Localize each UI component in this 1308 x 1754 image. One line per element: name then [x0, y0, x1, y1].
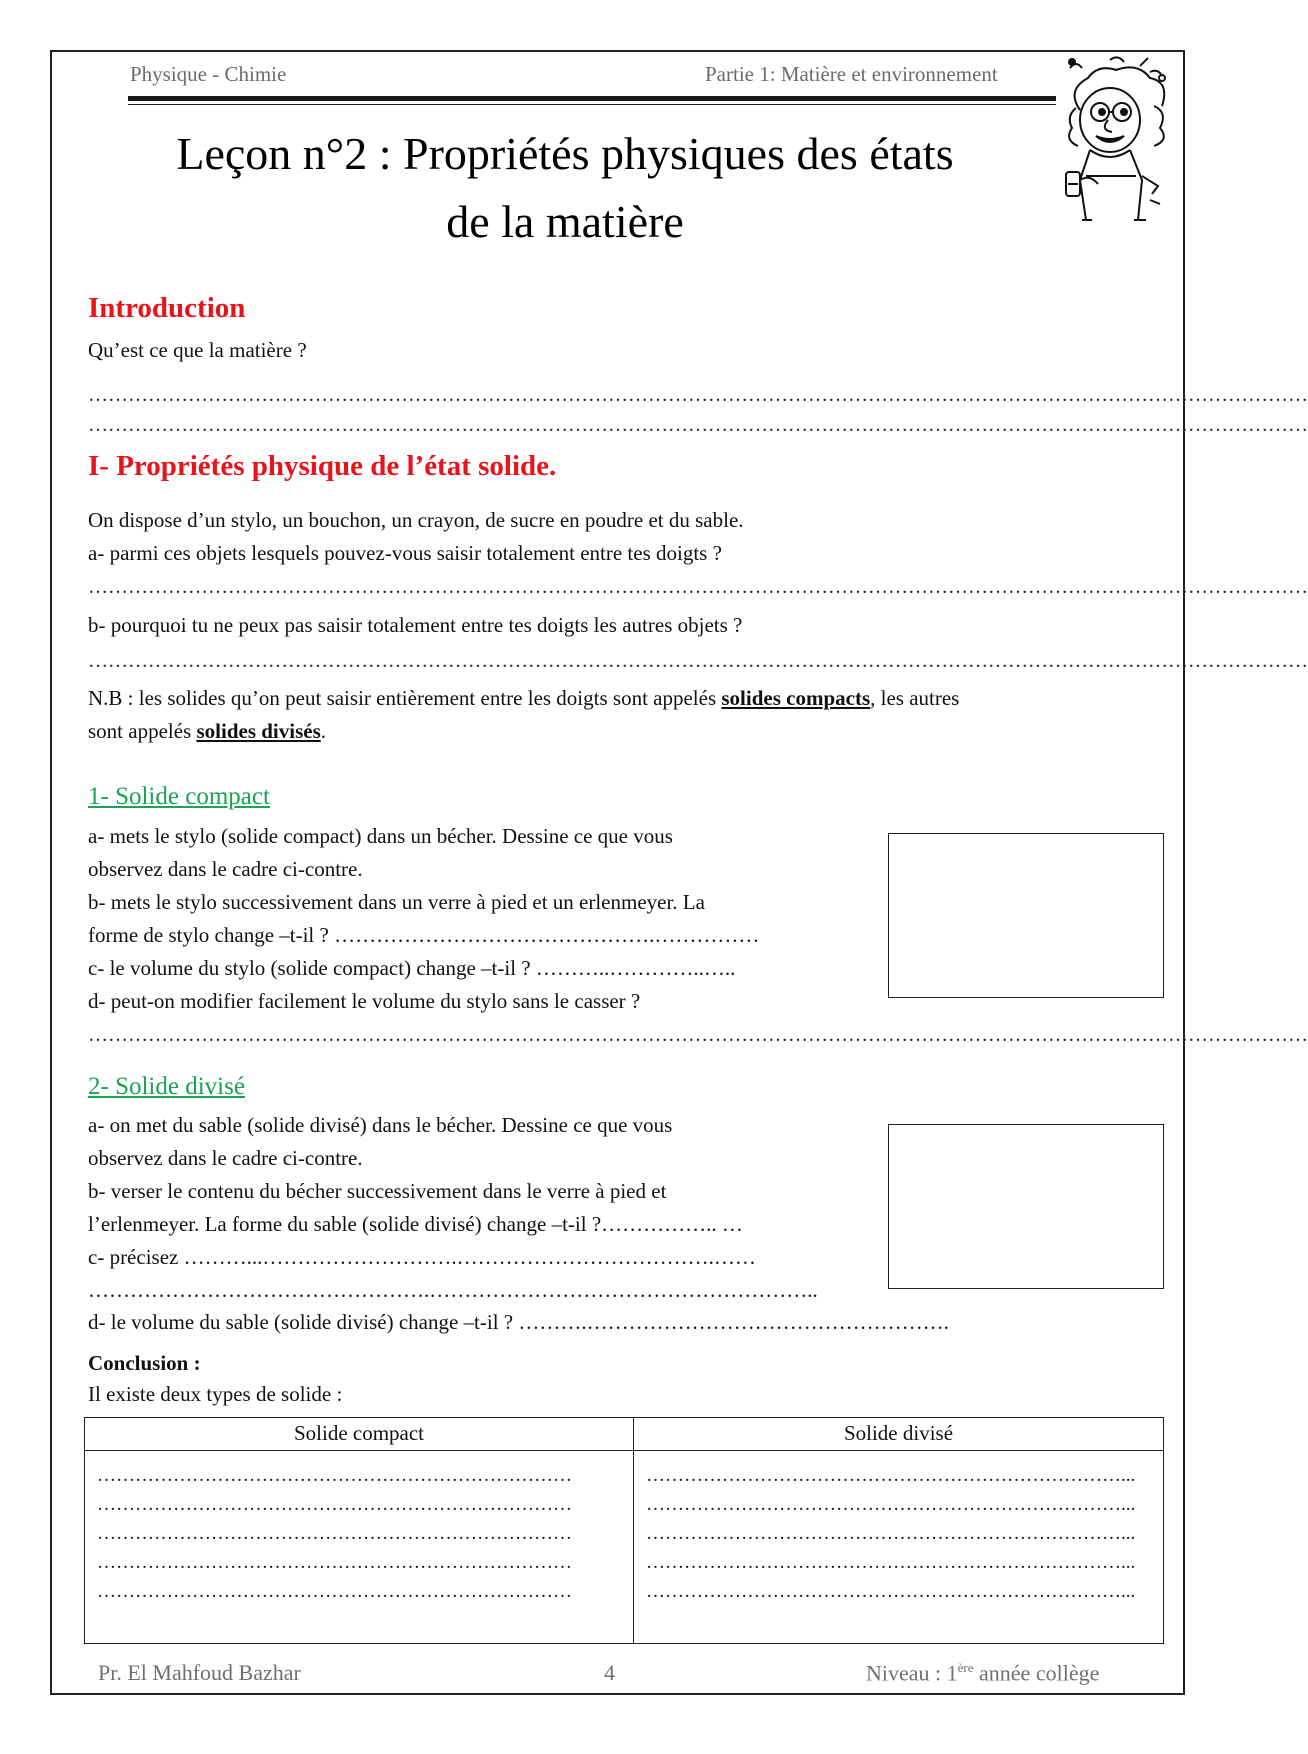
- page-title: [60, 120, 1070, 256]
- compact-b-line1: b- mets le stylo successivement dans un verre à pied et un erlenmeyer. La: [88, 890, 705, 914]
- col-header-compact: Solide compact: [85, 1418, 634, 1451]
- title-line-1: Leçon n°2 : Propriétés physiques des états: [176, 128, 954, 179]
- drawing-frame-divise[interactable]: [888, 1124, 1164, 1289]
- intro-question: Qu’est ce que la matière ?: [88, 338, 307, 362]
- cell-line: …………………………………………………………………...: [646, 1494, 1136, 1515]
- nb-note: [88, 682, 1178, 748]
- table-header-row: [85, 1418, 1164, 1451]
- answer-line[interactable]: …………………………………………………………………………………………………………………………………………………………………: [88, 1024, 1308, 1046]
- conclusion-heading: Conclusion :: [88, 1351, 201, 1375]
- cell-line: …………………………………………………………………: [97, 1465, 572, 1486]
- divise-heading: 2- Solide divisé: [88, 1073, 245, 1100]
- level-prefix: Niveau : 1: [866, 1660, 958, 1686]
- divise-c-cont: ………………………………………….………………………………………………..: [88, 1278, 818, 1302]
- cell-line: …………………………………………………………………...: [646, 1581, 1136, 1602]
- compact-a-line2: observez dans le cadre ci-contre.: [88, 857, 363, 881]
- cell-line: …………………………………………………………………: [97, 1552, 572, 1573]
- compact-heading: 1- Solide compact: [88, 783, 270, 810]
- cell-line: …………………………………………………………………...: [646, 1523, 1136, 1544]
- conclusion-table: [84, 1417, 1164, 1644]
- intro-heading: Introduction: [88, 292, 246, 324]
- divise-questions: [88, 1109, 888, 1307]
- nb-text: N.B : les solides qu’on peut saisir entièrement entre les doigts sont appelés: [88, 686, 722, 710]
- term-solides-compacts: solides compacts: [721, 686, 871, 710]
- nb-text-mid: , les autres: [870, 686, 960, 710]
- term-solides-divises: solides divisés: [196, 719, 321, 743]
- divise-b-line2: l’erlenmeyer. La forme du sable (solide divisé) change –t-il ?…………….. …: [88, 1212, 743, 1236]
- level-suffix: année collège: [973, 1660, 1100, 1686]
- divise-c: c- précisez ………...……………………….……………………………….……: [88, 1245, 756, 1269]
- col-header-divise: Solide divisé: [634, 1418, 1164, 1451]
- footer-level: [866, 1660, 1099, 1686]
- cell-line: …………………………………………………………………: [97, 1494, 572, 1515]
- header-part: Partie 1: Matière et environnement: [705, 62, 998, 86]
- header-rule: [128, 96, 1056, 101]
- nb-text-end: .: [320, 719, 327, 743]
- table-row: [85, 1451, 1164, 1644]
- header-rule-thin: [128, 104, 1056, 105]
- cell-line: …………………………………………………………………...: [646, 1465, 1136, 1486]
- cell-line: …………………………………………………………………: [97, 1523, 572, 1544]
- divise-a-line1: a- on met du sable (solide divisé) dans le bécher. Dessine ce que vous: [88, 1113, 673, 1137]
- cell-divise[interactable]: [634, 1451, 1164, 1644]
- header-subject: Physique - Chimie: [130, 62, 287, 86]
- footer-author: Pr. El Mahfoud Bazhar: [98, 1660, 301, 1685]
- cell-compact[interactable]: [85, 1451, 634, 1644]
- title-line-2: de la matière: [446, 196, 684, 247]
- cell-line: …………………………………………………………………...: [646, 1552, 1136, 1573]
- section1-question-b: b- pourquoi tu ne peux pas saisir totalement entre tes doigts les autres objets ?: [88, 613, 743, 637]
- divise-a-line2: observez dans le cadre ci-contre.: [88, 1146, 363, 1170]
- section1-intro: On dispose d’un stylo, un bouchon, un crayon, de sucre en poudre et du sable.: [88, 508, 744, 532]
- section1-heading: I- Propriétés physique de l’état solide.: [88, 450, 557, 482]
- compact-c: c- le volume du stylo (solide compact) change –t-il ? ………..…………..…..: [88, 956, 736, 980]
- footer-page-number: 4: [604, 1660, 615, 1685]
- answer-line[interactable]: …………………………………………………………………………………………………………………………………………………………………: [88, 414, 1308, 436]
- nb-text-2: sont appelés: [88, 719, 197, 743]
- divise-d: d- le volume du sable (solide divisé) change –t-il ? ……….…………………………………………….: [88, 1310, 949, 1334]
- section1-question-a: a- parmi ces objets lesquels pouvez-vous saisir totalement entre tes doigts ?: [88, 541, 722, 565]
- drawing-frame-compact[interactable]: [888, 833, 1164, 998]
- conclusion-text: Il existe deux types de solide :: [88, 1382, 343, 1406]
- compact-b-line2: forme de stylo change –t-il ? ……………………………………….……………: [88, 923, 760, 947]
- compact-a-line1: a- mets le stylo (solide compact) dans un bécher. Dessine ce que vous: [88, 824, 673, 848]
- divise-b-line1: b- verser le contenu du bécher successivement dans le verre à pied et: [88, 1179, 667, 1203]
- level-superscript: ère: [957, 1660, 974, 1675]
- compact-d: d- peut-on modifier facilement le volume du stylo sans le casser ?: [88, 989, 641, 1013]
- answer-line[interactable]: …………………………………………………………………………………………………………………………………………………………………: [88, 384, 1308, 406]
- answer-line[interactable]: …………………………………………………………………………………………………………………………………………………………………: [88, 576, 1308, 598]
- compact-questions: [88, 820, 888, 1018]
- answer-line[interactable]: …………………………………………………………………………………………………………………………………………………………………: [88, 650, 1308, 672]
- cell-line: …………………………………………………………………: [97, 1581, 572, 1602]
